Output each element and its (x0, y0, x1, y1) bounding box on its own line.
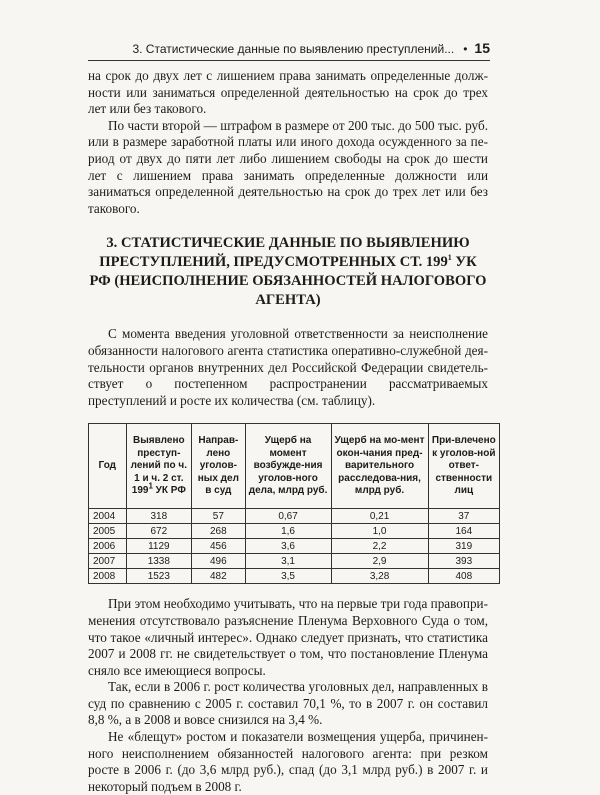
cell-persons: 37 (428, 509, 499, 524)
cell-sent: 496 (192, 554, 246, 569)
paragraph-intro: С момента введения уголовной ответственности за неисполнение обязанности налогового агента статистика оперативно-служебной дея-тельности органов внутренних дел Российской Федерации свидетель-ствует о постепенном распространении рассматриваемых преступлений и росте их количества (см. таблицу). (88, 326, 488, 408)
cell-sent: 268 (192, 524, 246, 539)
cell-persons: 408 (428, 569, 499, 584)
paragraph-plenum: При этом необходимо учитывать, что на первые три года правопри-менения отсутствовало разъяснение Пленума Верховного Суда о том, что такое «личный интерес». Однако следует признать, что статистика 2007 и 2008 гг. не свидетельствует о том, что постановление Пленума сняло все имеющиеся вопросы. (88, 596, 488, 678)
paragraph-continuation: на срок до двух лет с лишением права занимать определенные долж-ности или заниматься определенной деятельностью на срок до трех лет или без такового. (88, 68, 488, 117)
paragraph-part-two: По части второй — штрафом в размере от 200 тыс. до 500 тыс. руб. или в размере заработной платы или иного дохода осужденного за пе-риод от двух до пяти лет либо лишением свободы на срок до шести лет с лишением права занимать определенные должности или заниматься определенной деятельностью на срок до трех лет или без такового. (88, 117, 488, 216)
cell-damage-end: 3,28 (331, 569, 428, 584)
cell-damage-start: 3,6 (245, 539, 331, 554)
col-header-detected-text-2: УК РФ (152, 484, 186, 496)
table-row (89, 524, 500, 539)
cell-year: 2005 (89, 524, 127, 539)
cell-sent: 482 (192, 569, 246, 584)
col-header-persons: При-влечено к уголов-ной ответ-ственности лиц (428, 424, 499, 509)
col-header-detected-sup: 1 (148, 481, 153, 491)
table-row (89, 539, 500, 554)
section-heading-text-1: 3. СТАТИСТИЧЕСКИЕ ДАННЫЕ ПО ВЫЯВЛЕНИЮ ПРЕСТУПЛЕНИЙ, ПРЕДУСМОТРЕННЫХ СТ. 199 (99, 235, 470, 271)
col-header-detected (126, 424, 191, 509)
cell-detected: 1338 (126, 554, 191, 569)
paragraph-damage: Не «блещут» ростом и показатели возмещения ущерба, причинен-ного неисполнением обязанностей налогового агента: при резком росте в 2006 г. (до 3,6 млрд руб.), спад (до 3,1 млрд руб.) в 2007 г. и некоторый подъем в 2008 г. (88, 729, 488, 794)
table-row (89, 509, 500, 524)
table-row (89, 569, 500, 584)
cell-sent: 57 (192, 509, 246, 524)
page-number: 15 (474, 40, 490, 56)
header-bullet: • (463, 42, 468, 56)
cell-damage-end: 0,21 (331, 509, 428, 524)
col-header-detected-text: Выявлено преступ-лений по ч. 1 и ч. 2 ст. 199 (130, 435, 188, 496)
cell-damage-start: 3,5 (245, 569, 331, 584)
col-header-damage-start: Ущерб на момент возбужде-ния уголов-ного дела, млрд руб. (245, 424, 331, 509)
col-header-damage-end: Ущерб на мо-мент окон-чания пред-варительного расследова-ния, млрд руб. (331, 424, 428, 509)
cell-persons: 393 (428, 554, 499, 569)
section-heading-sup: 1 (447, 253, 452, 263)
cell-damage-end: 2,9 (331, 554, 428, 569)
cell-damage-start: 1,6 (245, 524, 331, 539)
running-title: 3. Статистические данные по выявлению преступлений... (132, 42, 455, 56)
cell-detected: 318 (126, 509, 191, 524)
section-heading (88, 234, 488, 310)
cell-year: 2008 (89, 569, 127, 584)
cell-sent: 456 (192, 539, 246, 554)
cell-damage-end: 1,0 (331, 524, 428, 539)
cell-persons: 319 (428, 539, 499, 554)
page-content (88, 68, 496, 795)
running-header (88, 38, 490, 61)
cell-damage-start: 3,1 (245, 554, 331, 569)
col-header-year: Год (89, 424, 127, 509)
cell-detected: 672 (126, 524, 191, 539)
cell-detected: 1523 (126, 569, 191, 584)
cell-year: 2007 (89, 554, 127, 569)
cell-detected: 1129 (126, 539, 191, 554)
table-row (89, 554, 500, 569)
table-header-row (89, 424, 500, 509)
paragraph-growth: Так, если в 2006 г. рост количества уголовных дел, направленных в суд по сравнению с 2005 г. составил 70,1 %, то в 2007 г. он составил 8,8 %, а в 2008 и вовсе снизился на 3,4 %. (88, 679, 488, 728)
cell-damage-start: 0,67 (245, 509, 331, 524)
section-heading-text-2: УК РФ (НЕИСПОЛНЕНИЕ ОБЯЗАННОСТЕЙ НАЛОГОВОГО АГЕНТА) (89, 254, 487, 309)
col-header-sent: Направ-лено уголов-ных дел в суд (192, 424, 246, 509)
cell-year: 2004 (89, 509, 127, 524)
cell-persons: 164 (428, 524, 499, 539)
cell-damage-end: 2,2 (331, 539, 428, 554)
statistics-table (88, 423, 500, 584)
cell-year: 2006 (89, 539, 127, 554)
